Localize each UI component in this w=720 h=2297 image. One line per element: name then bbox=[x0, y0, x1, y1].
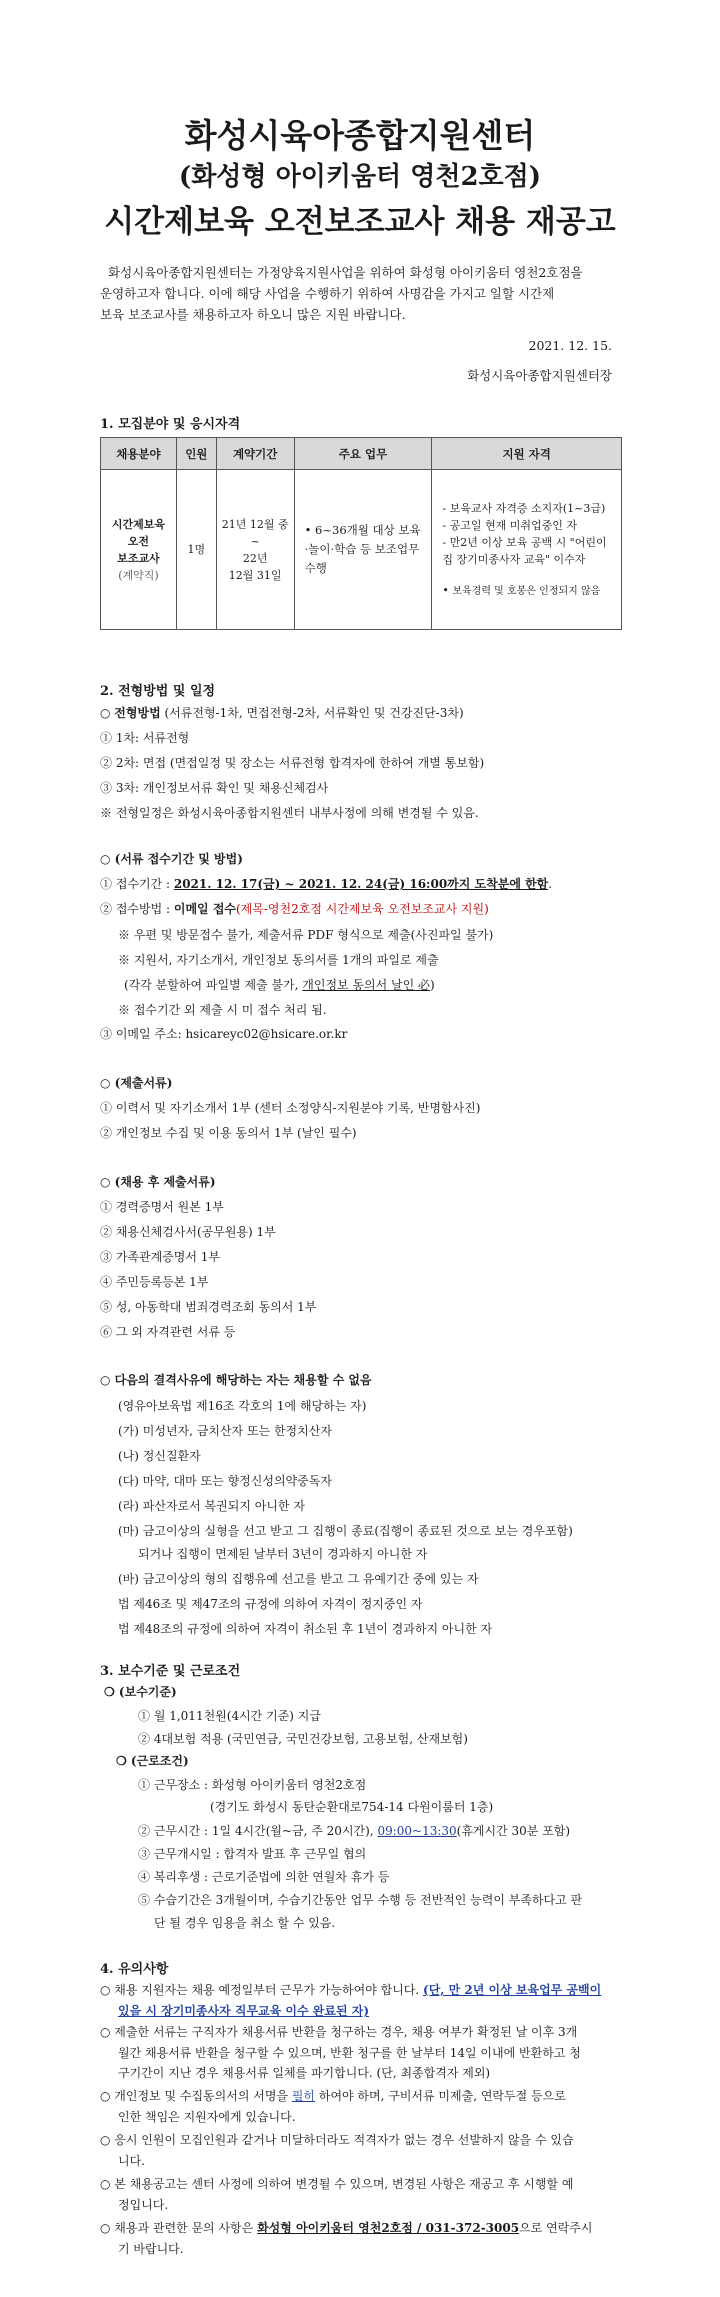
qualification-cell: - 보육교사 자격증 소지자(1~3급) - 공고일 현재 미취업중인 자 - 만2년 이상 보육 공백 시 "어린이집 장기미종사자 교육" 이수자 • 보육경력 및 호봉은 인정되지 않음 bbox=[432, 470, 622, 630]
list-item: (바) 금고이상의 형의 집행유예 선고를 받고 그 유예기간 중에 있는 자 bbox=[118, 1572, 479, 1586]
bullet-icon: • bbox=[442, 583, 453, 597]
notice-item: ○ 개인정보 및 수집동의서의 서명을 필히 하여야 하며, 구비서류 미제출, 연락두절 등으로 bbox=[100, 2089, 566, 2103]
list-item: ⑤ 수습기간은 3개월이며, 수습기간동안 업무 수행 등 전반적인 능력이 부족하다고 판 bbox=[138, 1893, 583, 1907]
list-item: ② 4대보험 적용 (국민연금, 국민건강보험, 고용보험, 산재보험) bbox=[138, 1732, 468, 1746]
table-header: 주요 업무 bbox=[294, 438, 432, 470]
circle-icon: ○ bbox=[100, 706, 115, 720]
notice-item-cont: 있을 시 장기미종사자 직무교육 이수 완료된 자) bbox=[118, 2004, 369, 2018]
receipt-heading: ○ (서류 접수기간 및 방법) bbox=[100, 852, 243, 866]
list-item: ④ 주민등록등본 1부 bbox=[100, 1275, 209, 1289]
list-item: ② 2차: 면접 (면접일정 및 장소는 서류전형 합격자에 한하여 개별 통보함) bbox=[100, 756, 485, 770]
list-item: ① 월 1,011천원(4시간 기준) 지급 bbox=[138, 1709, 321, 1723]
work-heading: ❍ (근로조건) bbox=[116, 1754, 189, 1768]
note: ※ 전형일정은 화성시육아종합지원센터 내부사정에 의해 변경될 수 있음. bbox=[100, 806, 479, 820]
note: (각각 분할하여 파일별 제출 불가, 개인정보 동의서 날인 必) bbox=[124, 978, 435, 992]
work-address: (경기도 화성시 동탄순환대로754-14 다원이룸터 1층) bbox=[210, 1800, 494, 1814]
field-cell: 시간제보육 오전 보조교사 (계약직) bbox=[101, 470, 177, 630]
list-item: 단 될 경우 임용을 취소 할 수 있음. bbox=[154, 1916, 336, 1930]
announcement-date: 2021. 12. 15. bbox=[528, 338, 612, 353]
list-item: ② 채용신체검사서(공무원용) 1부 bbox=[100, 1225, 276, 1239]
list-item: ① 1차: 서류전형 bbox=[100, 731, 190, 745]
section1-heading: 1. 모집분야 및 응시자격 bbox=[100, 417, 241, 432]
table-header-row bbox=[101, 438, 622, 470]
notice-item-cont: 월간 채용서류 반환을 청구할 수 있으며, 반환 청구를 한 날부터 14일 이내에 반환하고 청 bbox=[118, 2046, 581, 2060]
section4-heading: 4. 유의사항 bbox=[100, 1962, 169, 1977]
list-item: (나) 정신질환자 bbox=[118, 1449, 201, 1463]
list-item: ③ 3차: 개인정보서류 확인 및 채용신체검사 bbox=[100, 781, 329, 795]
notice-item: ○ 본 채용공고는 센터 사정에 의하여 변경될 수 있으며, 변경된 사항은 재공고 후 시행할 예 bbox=[100, 2177, 574, 2191]
note: ※ 지원서, 자기소개서, 개인정보 동의서를 1개의 파일로 제출 bbox=[118, 953, 439, 967]
list-item: 되거나 집행이 면제된 날부터 3년이 경과하지 아니한 자 bbox=[138, 1547, 428, 1561]
receipt-method: ② 접수방법 : 이메일 접수(제목-영천2호점 시간제보육 오전보조교사 지원) bbox=[100, 902, 489, 916]
notice-item-cont: 인한 책임은 지원자에게 있습니다. bbox=[118, 2110, 296, 2124]
list-item: (가) 미성년자, 금치산자 또는 한정치산자 bbox=[118, 1424, 332, 1438]
center-title: 화성시육아종합지원센터 bbox=[184, 116, 536, 155]
list-item: ⑥ 그 외 자격관련 서류 등 bbox=[100, 1325, 236, 1339]
disqualification-heading: ○ 다음의 결격사유에 해당하는 자는 채용할 수 없음 bbox=[100, 1373, 372, 1387]
note: ※ 접수기간 외 제출 시 미 접수 처리 됨. bbox=[118, 1003, 327, 1017]
notice-item: ○ 제출한 서류는 구직자가 채용서류 반환을 청구하는 경우, 채용 여부가 확정된 날 이후 3개 bbox=[100, 2025, 578, 2039]
duty-cell: • 6~36개월 대상 보육·놀이·학습 등 보조업무 수행 bbox=[294, 470, 432, 630]
list-item: 법 제46조 및 제47조의 규정에 의하여 자격이 정지중인 자 bbox=[118, 1597, 423, 1611]
after-docs-heading: ○ (채용 후 제출서류) bbox=[100, 1175, 216, 1189]
receipt-period: ① 접수기간 : 2021. 12. 17(금) ~ 2021. 12. 24(금) 16:00까지 도착분에 한함. bbox=[100, 877, 553, 891]
table-row bbox=[101, 470, 622, 630]
contact-info: 화성형 아이키움터 영천2호점 / 031-372-3005 bbox=[257, 2221, 520, 2235]
notice-item: ○ 채용 지원자는 채용 예정일부터 근무가 가능하여야 합니다. (단, 만 2년 이상 보육업무 공백이 bbox=[100, 1983, 602, 1997]
notice-item: ○ 채용과 관련한 문의 사항은 화성형 아이키움터 영천2호점 / 031-372-3005으로 연락주시 bbox=[100, 2221, 593, 2235]
list-item: (영유아보육법 제16조 각호의 1에 해당하는 자) bbox=[118, 1399, 367, 1413]
email-address: ③ 이메일 주소: hsicareyc02@hsicare.or.kr bbox=[100, 1027, 348, 1041]
table-header: 계약기간 bbox=[216, 438, 294, 470]
list-item: (다) 마약, 대마 또는 향정신성의약중독자 bbox=[118, 1474, 332, 1488]
table-header: 채용분야 bbox=[101, 438, 177, 470]
work-hours: ② 근무시간 : 1일 4시간(월~금, 주 20시간), 09:00~13:30(휴게시간 30분 포함) bbox=[138, 1824, 571, 1838]
signer: 화성시육아종합지원센터장 bbox=[467, 368, 612, 383]
pay-heading: ❍ (보수기준) bbox=[104, 1685, 177, 1699]
table-header: 지원 자격 bbox=[432, 438, 622, 470]
list-item: ① 경력증명서 원본 1부 bbox=[100, 1200, 224, 1214]
intro-paragraph: 화성시육아종합지원센터는 가정양육지원사업을 위하여 화성형 아이키움터 영천2호점을 운영하고자 합니다. 이에 해당 사업을 수행하기 위하여 사명감을 가지고 일할 시간제 보육 보조교사를 채용하고자 하오니 많은 지원 바랍니다. bbox=[100, 265, 583, 322]
list-item: ⑤ 성, 아동학대 범죄경력조회 동의서 1부 bbox=[100, 1300, 317, 1314]
announcement-title: 시간제보육 오전보조교사 채용 재공고 bbox=[104, 204, 616, 240]
count-cell: 1명 bbox=[176, 470, 216, 630]
notice-item-cont: 정입니다. bbox=[118, 2198, 169, 2212]
list-item: (마) 금고이상의 실형을 선고 받고 그 집행이 종료(집행이 종료된 것으로 보는 경우포함) bbox=[118, 1524, 573, 1538]
list-item: 법 제48조의 규정에 의하여 자격이 취소된 후 1년이 경과하지 아니한 자 bbox=[118, 1622, 493, 1636]
section2-heading: 2. 전형방법 및 일정 bbox=[100, 684, 216, 699]
notice-item-cont: 구기간이 지난 경우 채용서류 일체를 파기합니다. (단, 최종합격자 제외) bbox=[118, 2066, 491, 2080]
list-item: ③ 가족관계증명서 1부 bbox=[100, 1250, 221, 1264]
bullet-icon: • bbox=[304, 523, 316, 537]
branch-subtitle: (화성형 아이키움터 영천2호점) bbox=[178, 162, 542, 192]
list-item: (라) 파산자로서 복권되지 아니한 자 bbox=[118, 1499, 305, 1513]
list-item: ① 근무장소 : 화성형 아이키움터 영천2호점 bbox=[138, 1778, 367, 1792]
notice-item: ○ 응시 인원이 모집인원과 같거나 미달하더라도 적격자가 없는 경우 선발하지 않을 수 있습 bbox=[100, 2133, 574, 2147]
list-item: ① 이력서 및 자기소개서 1부 (센터 소정양식-지원분야 기록, 반명함사진) bbox=[100, 1101, 481, 1115]
list-item: ③ 근무개시일 : 합격자 발표 후 근무일 협의 bbox=[138, 1847, 367, 1861]
note: ※ 우편 및 방문접수 불가, 제출서류 PDF 형식으로 제출(사진파일 불가) bbox=[118, 928, 494, 942]
section3-heading: 3. 보수기준 및 근로조건 bbox=[100, 1664, 241, 1679]
period-cell: 21년 12월 중 ~ 22년 12월 31일 bbox=[216, 470, 294, 630]
table-header: 인원 bbox=[176, 438, 216, 470]
list-item: ④ 복리후생 : 근로기준법에 의한 연월차 휴가 등 bbox=[138, 1870, 390, 1884]
documents-heading: ○ (제출서류) bbox=[100, 1076, 173, 1090]
notice-item-cont: 기 바랍니다. bbox=[118, 2242, 184, 2256]
list-item: ② 개인정보 수집 및 이용 동의서 1부 (날인 필수) bbox=[100, 1126, 357, 1140]
recruitment-table bbox=[100, 437, 622, 630]
notice-item-cont: 니다. bbox=[118, 2154, 145, 2168]
method-line: ○ 전형방법 (서류전형-1차, 면접전형-2차, 서류확인 및 건강진단-3차) bbox=[100, 706, 464, 720]
